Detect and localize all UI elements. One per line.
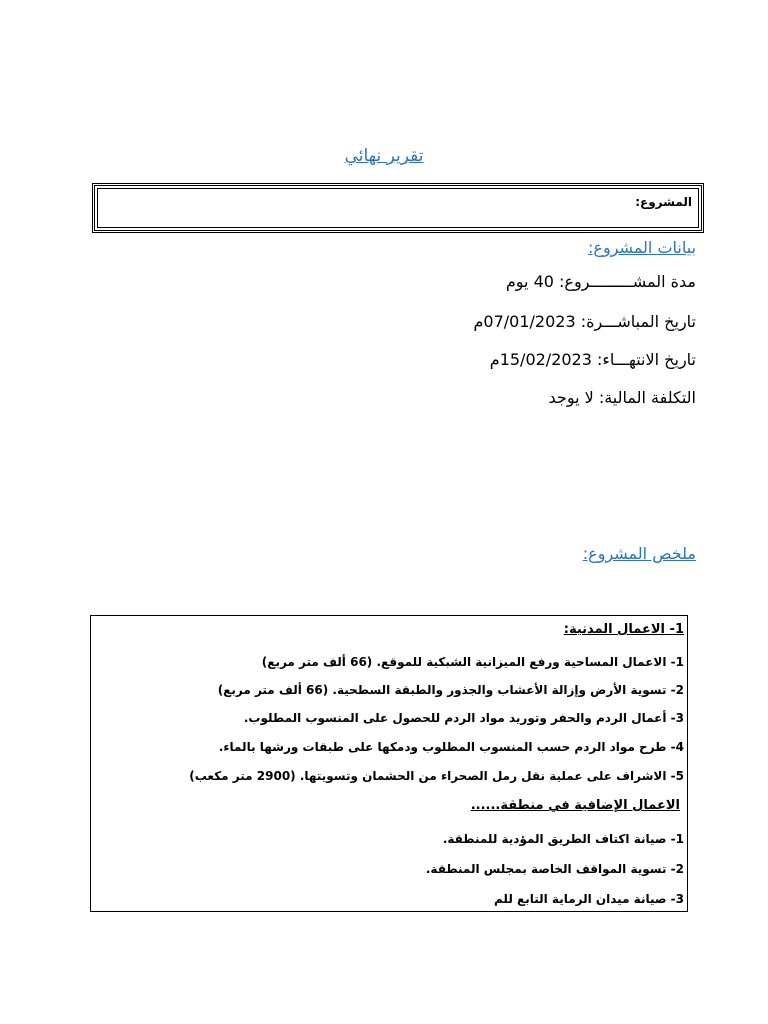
list-item: 1- صيانة اكتاف الطريق المؤدية للمنطقة. (442, 832, 684, 846)
list-item: 3- صيانة ميدان الرماية التابع للم (494, 892, 684, 906)
project-duration: مدة المشـــــــــروع: 40 يوم (505, 272, 696, 291)
list-item: 5- الاشراف على عملية نقل رمل الصحراء من الحشمان وتسويتها. (2900 متر مكعب) (189, 769, 684, 783)
project-name-box (92, 183, 704, 233)
list-item: 2- تسوية المواقف الخاصة بمجلس المنطقة. (425, 862, 684, 876)
list-item: 1- الاعمال المساحية ورفع الميزانية الشبكية للموقع. (66 ألف متر مربع) (261, 655, 684, 669)
project-data-heading: بيانات المشروع: (588, 238, 696, 257)
project-summary-heading: ملخص المشروع: (582, 544, 696, 563)
additional-works-heading: الاعمال الإضافية في منطقة...... (470, 798, 680, 813)
project-start-date: تاريخ المباشـــرة: 07/01/2023م (473, 312, 696, 331)
project-cost: التكلفة المالية: لا يوجد (548, 388, 696, 407)
project-end-date: تاريخ الانتهـــاء: 15/02/2023م (489, 350, 696, 369)
list-item: 3- أعمال الردم والحفر وتوريد مواد الردم للحصول على المنسوب المطلوب. (243, 711, 684, 725)
list-item: 4- طرح مواد الردم حسب المنسوب المطلوب ودمكها على طبقات ورشها بالماء. (218, 740, 684, 754)
project-label: المشروع: (635, 195, 692, 209)
document-title: تقرير نهائي (344, 146, 424, 166)
list-item: 2- تسوية الأرض وإزالة الأعشاب والجذور والطبقة السطحية. (66 ألف متر مربع) (217, 683, 684, 697)
civil-works-heading: 1- الاعمال المدنية: (563, 622, 684, 637)
